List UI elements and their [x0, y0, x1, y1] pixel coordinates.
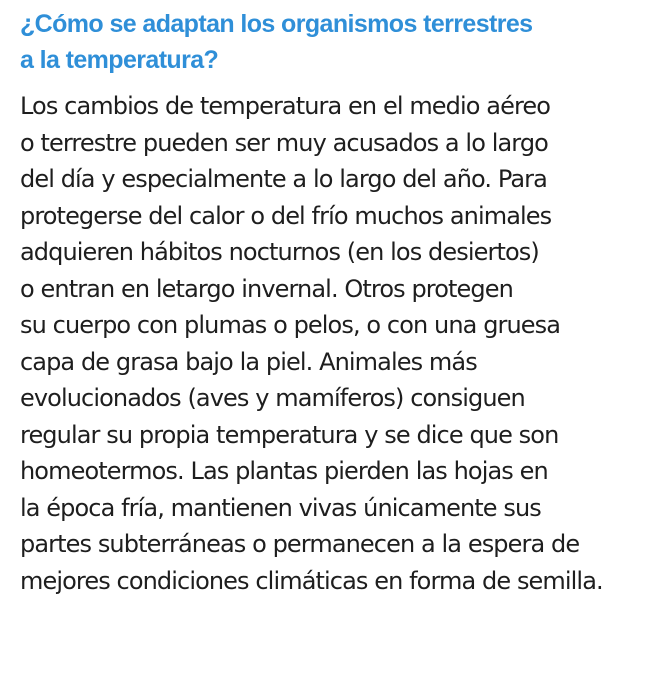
heading-line: a la temperatura? — [20, 46, 219, 74]
paragraph-line: evolucionados (aves y mamíferos) consiguen — [20, 384, 525, 412]
paragraph-line: regular su propia temperatura y se dice que son — [20, 420, 559, 449]
paragraph-line: capa de grasa bajo la piel. Animales más — [20, 347, 477, 376]
body-paragraph — [20, 88, 603, 599]
paragraph-line: o terrestre pueden ser muy acusados a lo largo — [20, 128, 548, 157]
paragraph-line: Los cambios de temperatura en el medio aéreo — [20, 92, 551, 120]
heading-line: ¿Cómo se adaptan los organismos terrestres — [20, 10, 533, 38]
paragraph-line: partes subterráneas o permanecen a la espera de — [20, 530, 580, 558]
paragraph-line: mejores condiciones climáticas en forma de semilla. — [20, 566, 603, 595]
paragraph-line: homeotermos. Las plantas pierden las hojas en — [20, 457, 548, 485]
section-heading — [20, 6, 532, 78]
paragraph-line: adquieren hábitos nocturnos (en los desiertos) — [20, 238, 539, 266]
paragraph-line: o entran en letargo invernal. Otros protegen — [20, 274, 513, 303]
paragraph-line: su cuerpo con plumas o pelos, o con una gruesa — [20, 311, 561, 339]
paragraph-line: del día y especialmente a lo largo del año. Para — [20, 165, 547, 193]
paragraph-line: la época fría, mantienen vivas únicamente sus — [20, 493, 541, 522]
paragraph-line: protegerse del calor o del frío muchos animales — [20, 201, 552, 230]
